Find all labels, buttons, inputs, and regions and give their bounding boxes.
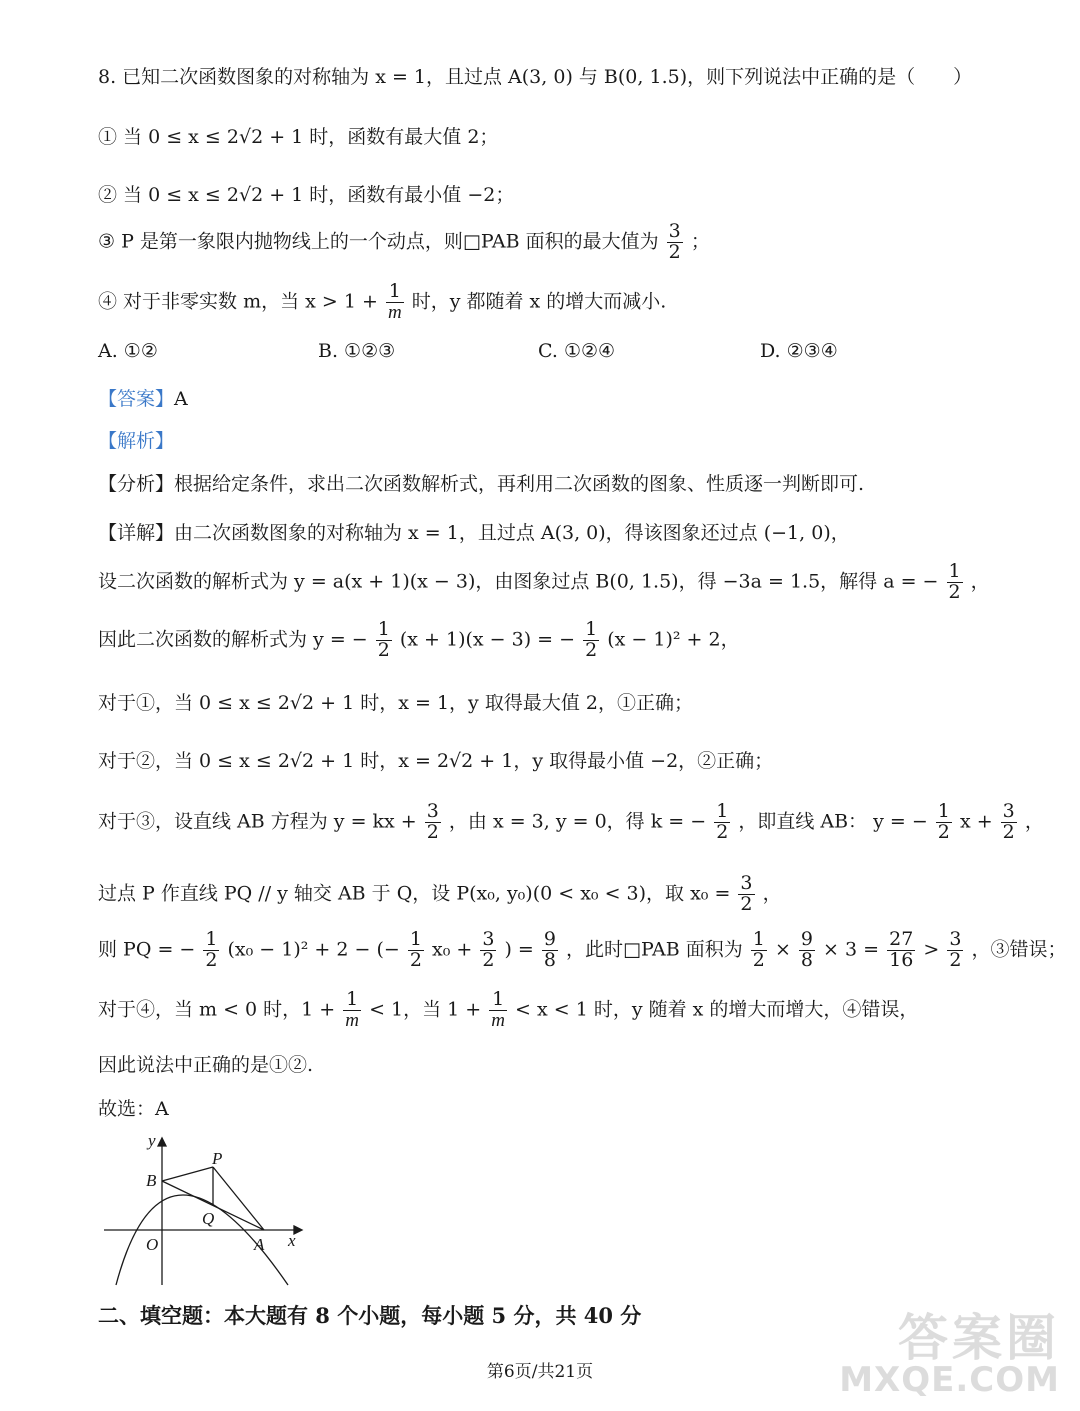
solution-line-9 bbox=[98, 930, 1066, 971]
text: ，即直线 AB： y = − bbox=[738, 810, 928, 833]
statement-4 bbox=[98, 282, 666, 323]
fraction bbox=[751, 930, 767, 971]
denominator: 8 bbox=[800, 948, 813, 971]
option-a: A. ①② bbox=[98, 340, 158, 362]
solution-line-5: 对于①，当 0 ≤ x ≤ 2√2 + 1 时，x = 1，y 取得最大值 2，①正确； bbox=[98, 692, 693, 714]
denominator: 2 bbox=[409, 948, 422, 971]
fraction bbox=[714, 802, 730, 843]
text: < 1，当 1 + bbox=[369, 998, 482, 1021]
text: (x₀ − 1)² + 2 − (− bbox=[227, 938, 400, 961]
solution-line-3 bbox=[98, 562, 990, 603]
text: × 3 = bbox=[823, 938, 880, 961]
segment-pa bbox=[213, 1167, 264, 1230]
fraction bbox=[425, 802, 441, 843]
punctuation: ， bbox=[762, 882, 782, 905]
numerator: 1 bbox=[205, 928, 218, 950]
denominator: 2 bbox=[205, 948, 218, 971]
fraction bbox=[947, 562, 963, 603]
watermark-bottom: MXQE.COM bbox=[839, 1360, 1060, 1400]
numerator: 1 bbox=[585, 618, 598, 640]
text: x₀ + bbox=[431, 938, 473, 961]
numerator: 1 bbox=[752, 928, 765, 950]
text: < x < 1 时，y 随着 x 的增大而增大，④错误， bbox=[515, 998, 919, 1021]
denominator: m bbox=[345, 1009, 360, 1031]
denominator: 2 bbox=[482, 948, 495, 971]
solution-conclusion: 因此说法中正确的是①②. bbox=[98, 1054, 314, 1076]
fraction bbox=[542, 930, 558, 971]
text: 则 PQ = − bbox=[98, 938, 196, 961]
numerator: 1 bbox=[937, 800, 950, 822]
text: (x + 1)(x − 3) = − bbox=[399, 628, 576, 651]
solution-line-4 bbox=[98, 620, 740, 661]
label-y: y bbox=[148, 1131, 156, 1150]
option-c: C. ①②④ bbox=[538, 340, 616, 362]
numerator: 3 bbox=[949, 928, 962, 950]
text: (x − 1)² + 2， bbox=[607, 628, 740, 651]
numerator: 1 bbox=[343, 990, 361, 1011]
denominator: 2 bbox=[752, 948, 765, 971]
numerator: 3 bbox=[740, 872, 753, 894]
statement-3-text: ③ P 是第一象限内抛物线上的一个动点，则□PAB 面积的最大值为 bbox=[98, 230, 659, 253]
numerator: 1 bbox=[386, 282, 404, 303]
fraction bbox=[386, 282, 404, 323]
fraction bbox=[936, 802, 952, 843]
denominator: 2 bbox=[937, 820, 950, 843]
label-p: P bbox=[212, 1149, 223, 1168]
fraction bbox=[738, 874, 754, 915]
numerator: 1 bbox=[716, 800, 729, 822]
text: x + bbox=[959, 810, 993, 833]
text: × bbox=[774, 938, 791, 961]
section-title: 二、填空题：本大题有 8 个小题，每小题 5 分，共 40 分 bbox=[98, 1303, 642, 1328]
fraction bbox=[408, 930, 424, 971]
label-q: Q bbox=[202, 1209, 215, 1228]
numerator: 1 bbox=[948, 560, 961, 582]
parabola-figure bbox=[98, 1130, 308, 1290]
option-d: D. ②③④ bbox=[760, 340, 838, 362]
fraction bbox=[667, 222, 683, 263]
text: 设二次函数的解析式为 y = a(x + 1)(x − 3)，由图象过点 B(0, 1.5)，得 −3a = 1.5，解得 a = − bbox=[98, 570, 939, 593]
numerator: 1 bbox=[489, 990, 507, 1011]
solution-line-8 bbox=[98, 874, 782, 915]
option-b: B. ①②③ bbox=[318, 340, 396, 362]
punctuation: ， bbox=[970, 570, 990, 593]
numerator: 3 bbox=[1002, 800, 1015, 822]
watermark-top: 答案圈 bbox=[898, 1309, 1060, 1367]
text: ，由 x = 3, y = 0，得 k = − bbox=[448, 810, 707, 833]
punctuation: ， bbox=[1024, 810, 1044, 833]
fraction bbox=[799, 930, 815, 971]
solution-detail: 【详解】由二次函数图象的对称轴为 x = 1，且过点 A(3, 0)，得该图象还过点 (−1, 0)， bbox=[98, 522, 850, 544]
denominator: 2 bbox=[668, 240, 681, 263]
y-axis-arrow bbox=[158, 1138, 166, 1146]
segment-bp bbox=[162, 1167, 213, 1181]
fraction bbox=[489, 990, 507, 1031]
denominator: 2 bbox=[740, 892, 753, 915]
text: ) = bbox=[504, 938, 534, 961]
denominator: 16 bbox=[889, 948, 914, 971]
denominator: m bbox=[491, 1009, 505, 1031]
answer-value: A bbox=[174, 388, 188, 410]
numerator: 9 bbox=[543, 928, 556, 950]
text: 对于④，当 m < 0 时，1 + bbox=[98, 998, 336, 1021]
solution-choice: 故选：A bbox=[98, 1098, 169, 1120]
denominator: 2 bbox=[949, 948, 962, 971]
statement-4-text: ④ 对于非零实数 m，当 x > 1 + bbox=[98, 290, 378, 313]
text: ，③错误； bbox=[971, 938, 1067, 961]
text: ，此时□PAB 面积为 bbox=[566, 938, 743, 961]
question-stem: 8. 已知二次函数图象的对称轴为 x = 1，且过点 A(3, 0) 与 B(0, 1.5)，则下列说法中正确的是（ ） bbox=[98, 66, 973, 88]
page-footer: 第6页/共21页 bbox=[486, 1362, 594, 1382]
numerator: 9 bbox=[800, 928, 813, 950]
statement-4-tail: 时，y 都随着 x 的增大而减小. bbox=[411, 290, 667, 313]
label-x: x bbox=[288, 1231, 296, 1250]
analysis-label: 【解析】 bbox=[98, 430, 175, 452]
numerator: 27 bbox=[889, 928, 914, 950]
statement-2: ② 当 0 ≤ x ≤ 2√2 + 1 时，函数有最小值 −2； bbox=[98, 184, 515, 206]
numerator: 3 bbox=[482, 928, 495, 950]
watermark-logo bbox=[839, 1309, 1060, 1400]
punctuation: ； bbox=[690, 230, 710, 253]
denominator: 8 bbox=[543, 948, 556, 971]
denominator: 2 bbox=[377, 638, 390, 661]
fraction bbox=[480, 930, 496, 971]
numerator: 1 bbox=[409, 928, 422, 950]
fraction bbox=[203, 930, 219, 971]
fraction bbox=[376, 620, 392, 661]
numerator: 3 bbox=[668, 220, 681, 242]
text: 对于③，设直线 AB 方程为 y = kx + bbox=[98, 810, 417, 833]
fraction bbox=[583, 620, 599, 661]
statement-1: ① 当 0 ≤ x ≤ 2√2 + 1 时，函数有最大值 2； bbox=[98, 126, 499, 148]
numerator: 1 bbox=[377, 618, 390, 640]
solution-line-10 bbox=[98, 990, 918, 1031]
solution-line-7 bbox=[98, 802, 1044, 843]
text: > bbox=[923, 938, 940, 961]
denominator: 2 bbox=[948, 580, 961, 603]
answer-line bbox=[98, 384, 188, 411]
label-b: B bbox=[146, 1171, 157, 1190]
solution-line-6: 对于②，当 0 ≤ x ≤ 2√2 + 1 时，x = 2√2 + 1，y 取得最小值 −2，②正确； bbox=[98, 750, 774, 772]
fraction bbox=[887, 930, 915, 971]
denominator: 2 bbox=[716, 820, 729, 843]
label-a: A bbox=[254, 1235, 265, 1254]
fraction bbox=[1001, 802, 1017, 843]
fraction bbox=[947, 930, 963, 971]
numerator: 3 bbox=[426, 800, 439, 822]
denominator: 2 bbox=[426, 820, 439, 843]
fraction bbox=[343, 990, 361, 1031]
denominator: m bbox=[387, 301, 402, 323]
label-o: O bbox=[146, 1235, 159, 1254]
text: 因此二次函数的解析式为 y = − bbox=[98, 628, 368, 651]
statement-3 bbox=[98, 222, 710, 263]
denominator: 2 bbox=[585, 638, 598, 661]
text: 过点 P 作直线 PQ // y 轴交 AB 于 Q，设 P(x₀, y₀)(0 < x₀ < 3)，取 x₀ = bbox=[98, 882, 731, 905]
denominator: 2 bbox=[1002, 820, 1015, 843]
solution-analysis: 【分析】根据给定条件，求出二次函数解析式，再利用二次函数的图象、性质逐一判断即可. bbox=[98, 473, 865, 495]
answer-label: 【答案】 bbox=[98, 388, 175, 410]
